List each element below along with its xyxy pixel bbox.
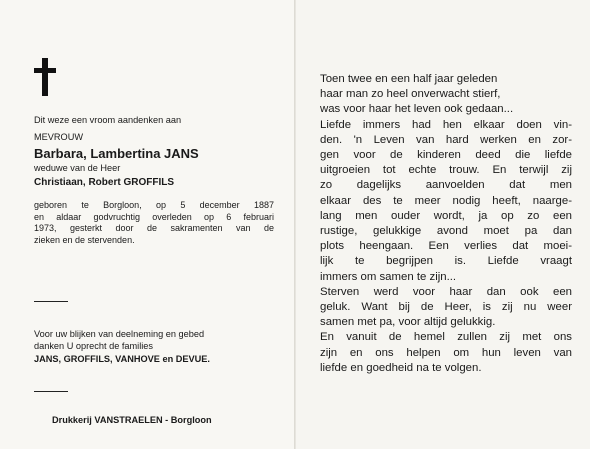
poem-line: lijk te begrijpen is. Liefde vraagt [320, 255, 572, 268]
poem [320, 72, 572, 376]
poem-line: haar man zo heel onverwacht stierf, [320, 88, 501, 101]
poem-line: immers om samen te zijn... [320, 270, 457, 283]
husband-name: Christiaan, Robert GROFFILS [34, 177, 175, 188]
poem-line: was voor haar het leven ook gedaan... [320, 103, 514, 116]
poem-line: lang men ouder wordt, ja op zo een [320, 209, 572, 222]
cross-icon [34, 58, 56, 96]
poem-line: Toen twee en een half jaar geleden [320, 73, 498, 85]
poem-line: liefde en goedheid na te volgen. [320, 361, 482, 374]
poem-line: Liefde immers had hen elkaar doen vin- [320, 118, 572, 131]
biography-line: 1973, gesterkt door de sakramenten van de [34, 223, 274, 233]
deceased-name: Barbara, Lambertina JANS [34, 146, 199, 161]
families-text: JANS, GROFFILS, VANHOVE en DEVUE. [34, 354, 210, 364]
biography [34, 200, 274, 246]
poem-line: elkaar des te meer nodig heeft, naarge- [320, 194, 572, 207]
poem-line: geluk. Want bij de Heer, is zij nu weer [320, 301, 572, 314]
thanks-text: Voor uw blijken van deelneming en gebed [34, 329, 205, 339]
poem-line: uitgroeien tot echte trouw. En terwijl zij [320, 164, 572, 177]
divider [34, 301, 68, 302]
poem-line: samen met pa, voor altijd gelukkig. [320, 316, 496, 329]
divider [34, 391, 68, 392]
poem-line: zijn en ons helpen om hun leven van [320, 346, 572, 359]
printer-credit: Drukkerij VANSTRAELEN - Borgloon [52, 415, 212, 425]
relation-text: weduwe van de Heer [34, 163, 121, 173]
left-page [0, 0, 294, 449]
biography-line: en aldaar godvruchtig overleden op 6 februari [34, 211, 274, 222]
honorific: MEVROUW [34, 132, 83, 142]
intro-text: Dit weze een vroom aandenken aan [34, 115, 182, 125]
thanks-text: danken U oprecht de families [34, 341, 153, 351]
poem-line: rustige, gelukkige avond moet pa dan [320, 225, 572, 238]
poem-line: En vanuit de hemel zullen zij met ons [320, 331, 572, 344]
poem-line: den. 'n Leven van hard werken en zor- [320, 133, 572, 146]
poem-line: plots heengaan. Een verlies dat moei- [320, 240, 572, 253]
biography-line: geboren te Borgloon, op 5 december 1887 [34, 200, 274, 210]
biography-line: zieken en de stervenden. [34, 234, 135, 245]
poem-line: gen voor de kinderen deed die liefde [320, 149, 572, 162]
poem-line: zo dagelijks aanvoelden dat men [320, 179, 572, 192]
poem-line: Sterven werd voor haar dan ook een [320, 285, 572, 298]
